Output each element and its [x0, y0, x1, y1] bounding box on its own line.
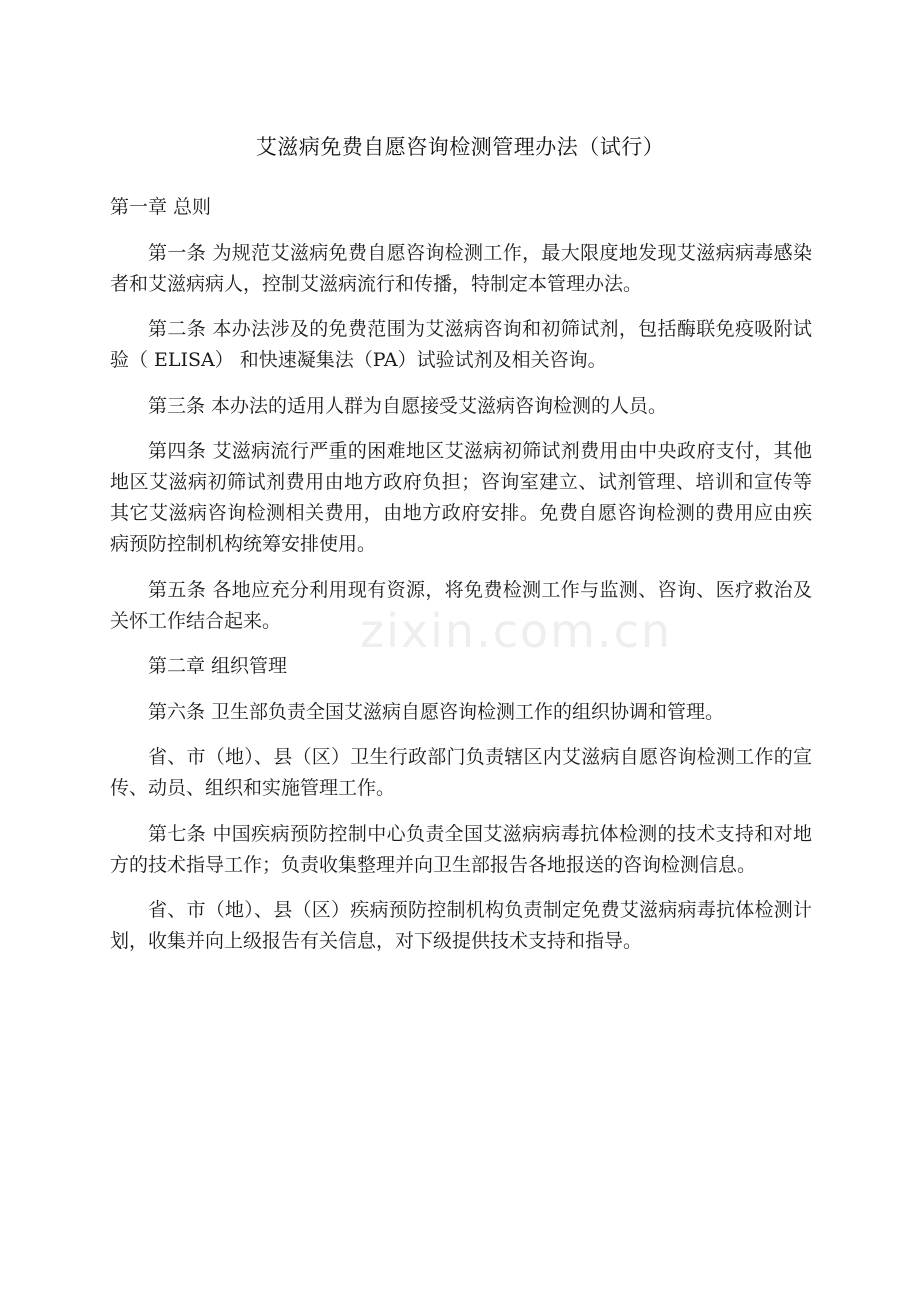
chapter-heading-2: 第二章 组织管理 [148, 655, 288, 677]
article-6-continuation-paragraph: 省、市（地）、县（区）卫生行政部门负责辖区内艾滋病自愿咨询检测工作的宣传、动员、组织和实施管理工作。 [110, 746, 812, 799]
article-5-paragraph: 第五条 各地应充分利用现有资源，将免费检测工作与监测、咨询、医疗救治及关怀工作结合起来。 [110, 578, 812, 632]
article-4-paragraph: 第四条 艾滋病流行严重的困难地区艾滋病初筛试剂费用由中央政府支付，其他地区艾滋病初筛试剂费用由地方政府负担；咨询室建立、试剂管理、培训和宣传等其它艾滋病咨询检测相关费用，由地方政府安排。免费自愿咨询检测的费用应由疾病预防控制机构统筹安排使用。 [110, 440, 812, 555]
article-1-paragraph: 第一条 为规范艾滋病免费自愿咨询检测工作，最大限度地发现艾滋病病毒感染者和艾滋病病人，控制艾滋病流行和传播，特制定本管理办法。 [110, 241, 812, 295]
document-body [110, 192, 812, 972]
article-2-paragraph: 第二条 本办法涉及的免费范围为艾滋病咨询和初筛试剂，包括酶联免疫吸附试验（ ELISA） 和快速凝集法（PA）试验试剂及相关咨询。 [110, 318, 812, 371]
article-6-paragraph: 第六条 卫生部负责全国艾滋病自愿咨询检测工作的组织协调和管理。 [148, 700, 725, 723]
chapter-heading-1: 第一章 总则 [110, 196, 212, 218]
article-3-paragraph: 第三条 本办法的适用人群为自愿接受艾滋病咨询检测的人员。 [148, 394, 668, 417]
article-7-paragraph: 第七条 中国疾病预防控制中心负责全国艾滋病病毒抗体检测的技术支持和对地方的技术指导工作；负责收集整理并向卫生部报告各地报送的咨询检测信息。 [110, 822, 812, 876]
document-title: 艾滋病免费自愿咨询检测管理办法（试行） [255, 135, 665, 159]
watermark: zixin.com.cn [360, 604, 673, 658]
article-7-continuation-paragraph: 省、市（地）、县（区）疾病预防控制机构负责制定免费艾滋病病毒抗体检测计划，收集并向上级报告有关信息，对下级提供技术支持和指导。 [110, 899, 812, 952]
